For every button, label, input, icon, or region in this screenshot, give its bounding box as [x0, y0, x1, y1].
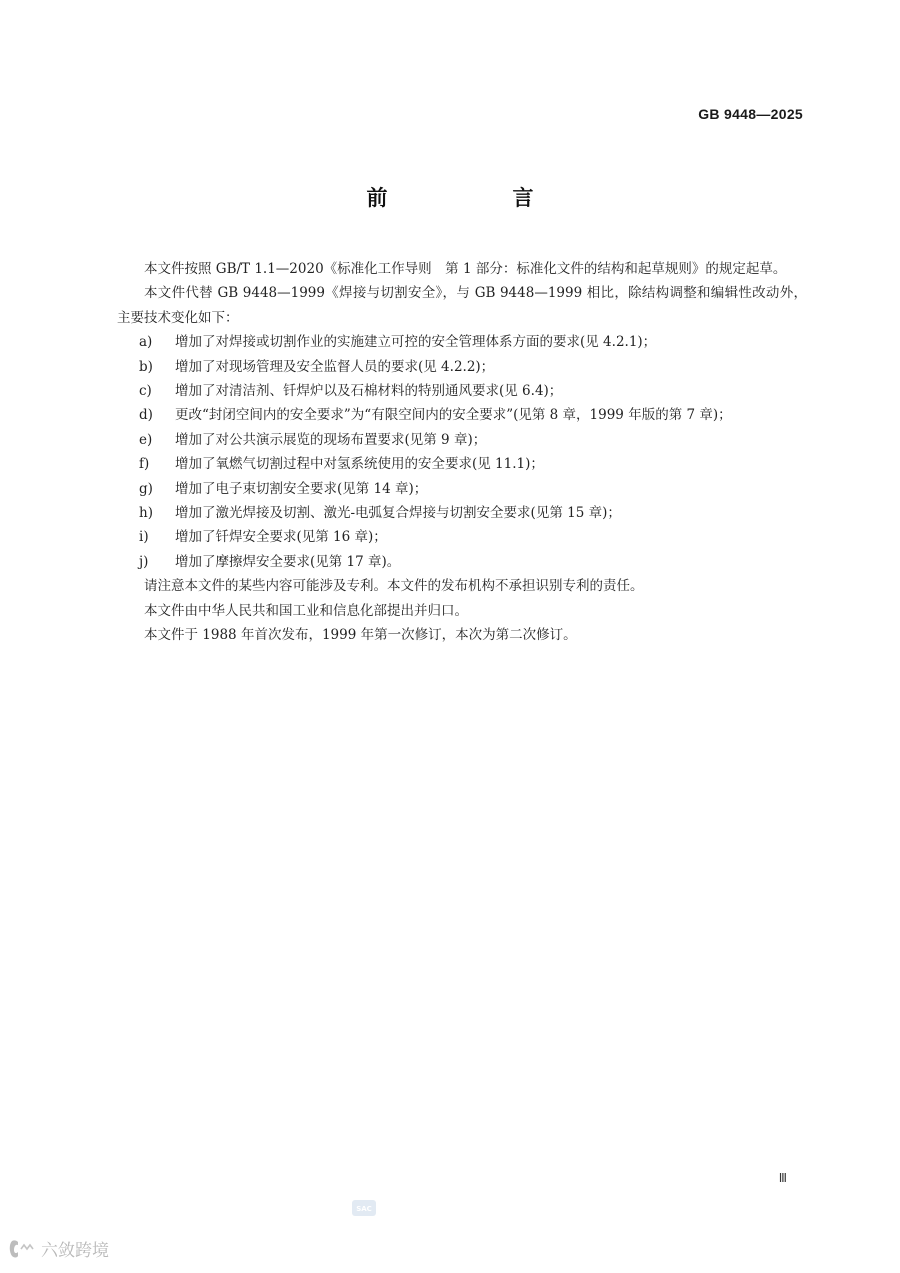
paragraph-replacement: 本文件代替 GB 9448—1999《焊接与切割安全》，与 GB 9448—1999 相比，除结构调整和编辑性改动外，主要技术变化如下：	[117, 285, 807, 326]
sac-stamp-icon	[352, 1200, 376, 1216]
list-item-text: 增加了钎焊安全要求(见第 16 章)；	[175, 529, 387, 546]
watermark	[8, 1236, 109, 1261]
list-item	[117, 525, 807, 549]
paragraph-history: 本文件于 1988 年首次发布，1999 年第一次修订，本次为第二次修订。	[144, 627, 577, 644]
technical-changes-list	[117, 330, 807, 574]
paragraph-patent-notice: 请注意本文件的某些内容可能涉及专利。本文件的发布机构不承担识别专利的责任。	[144, 578, 644, 595]
foreword-body	[117, 257, 807, 648]
list-item-text: 增加了激光焊接及切割、激光-电弧复合焊接与切割安全要求(见第 15 章)；	[175, 505, 621, 522]
list-item	[117, 452, 807, 476]
watermark-text: 六敛跨境	[41, 1241, 109, 1261]
list-marker: j)	[139, 553, 149, 570]
page-title: 前 言	[366, 186, 586, 210]
paragraph-proposer: 本文件由中华人民共和国工业和信息化部提出并归口。	[144, 602, 468, 619]
list-item	[117, 550, 807, 574]
list-marker: d)	[139, 407, 153, 424]
list-item-text: 增加了氧燃气切割过程中对氢系统使用的安全要求(见 11.1)；	[175, 456, 544, 473]
list-item-text: 更改“封闭空间内的安全要求”为“有限空间内的安全要求”(见第 8 章，1999 年版的第 7 章)；	[175, 407, 732, 424]
page-number: Ⅲ	[778, 1171, 786, 1185]
svg-text:SAC: SAC	[356, 1205, 372, 1213]
list-item-text: 增加了电子束切割安全要求(见第 14 章)；	[175, 480, 428, 497]
list-marker: b)	[139, 358, 153, 375]
list-marker: e)	[139, 431, 153, 448]
list-item-text: 增加了摩擦焊安全要求(见第 17 章)。	[175, 553, 401, 570]
list-item	[117, 477, 807, 501]
list-marker: i)	[139, 529, 149, 546]
list-item-text: 增加了对清洁剂、钎焊炉以及石棉材料的特别通风要求(见 6.4)；	[175, 383, 563, 400]
list-item	[117, 330, 807, 354]
list-marker: a)	[139, 334, 153, 351]
list-item	[117, 355, 807, 379]
standard-code: GB 9448—2025	[698, 106, 803, 122]
list-item-text: 增加了对现场管理及安全监督人员的要求(见 4.2.2)；	[175, 358, 495, 375]
list-marker: c)	[139, 383, 152, 400]
list-item	[117, 428, 807, 452]
list-marker: h)	[139, 505, 153, 522]
list-item-text: 增加了对焊接或切割作业的实施建立可控的安全管理体系方面的要求(见 4.2.1)；	[175, 334, 657, 351]
list-marker: g)	[139, 480, 153, 497]
list-marker: f)	[139, 456, 150, 473]
list-item	[117, 501, 807, 525]
paragraph-drafting-rule: 本文件按照 GB/T 1.1—2020《标准化工作导则 第 1 部分：标准化文件的结构和起草规则》的规定起草。	[144, 261, 787, 277]
watermark-logo-icon	[8, 1238, 38, 1260]
list-item	[117, 379, 807, 403]
list-item	[117, 403, 807, 427]
list-item-text: 增加了对公共演示展览的现场布置要求(见第 9 章)；	[175, 431, 487, 448]
